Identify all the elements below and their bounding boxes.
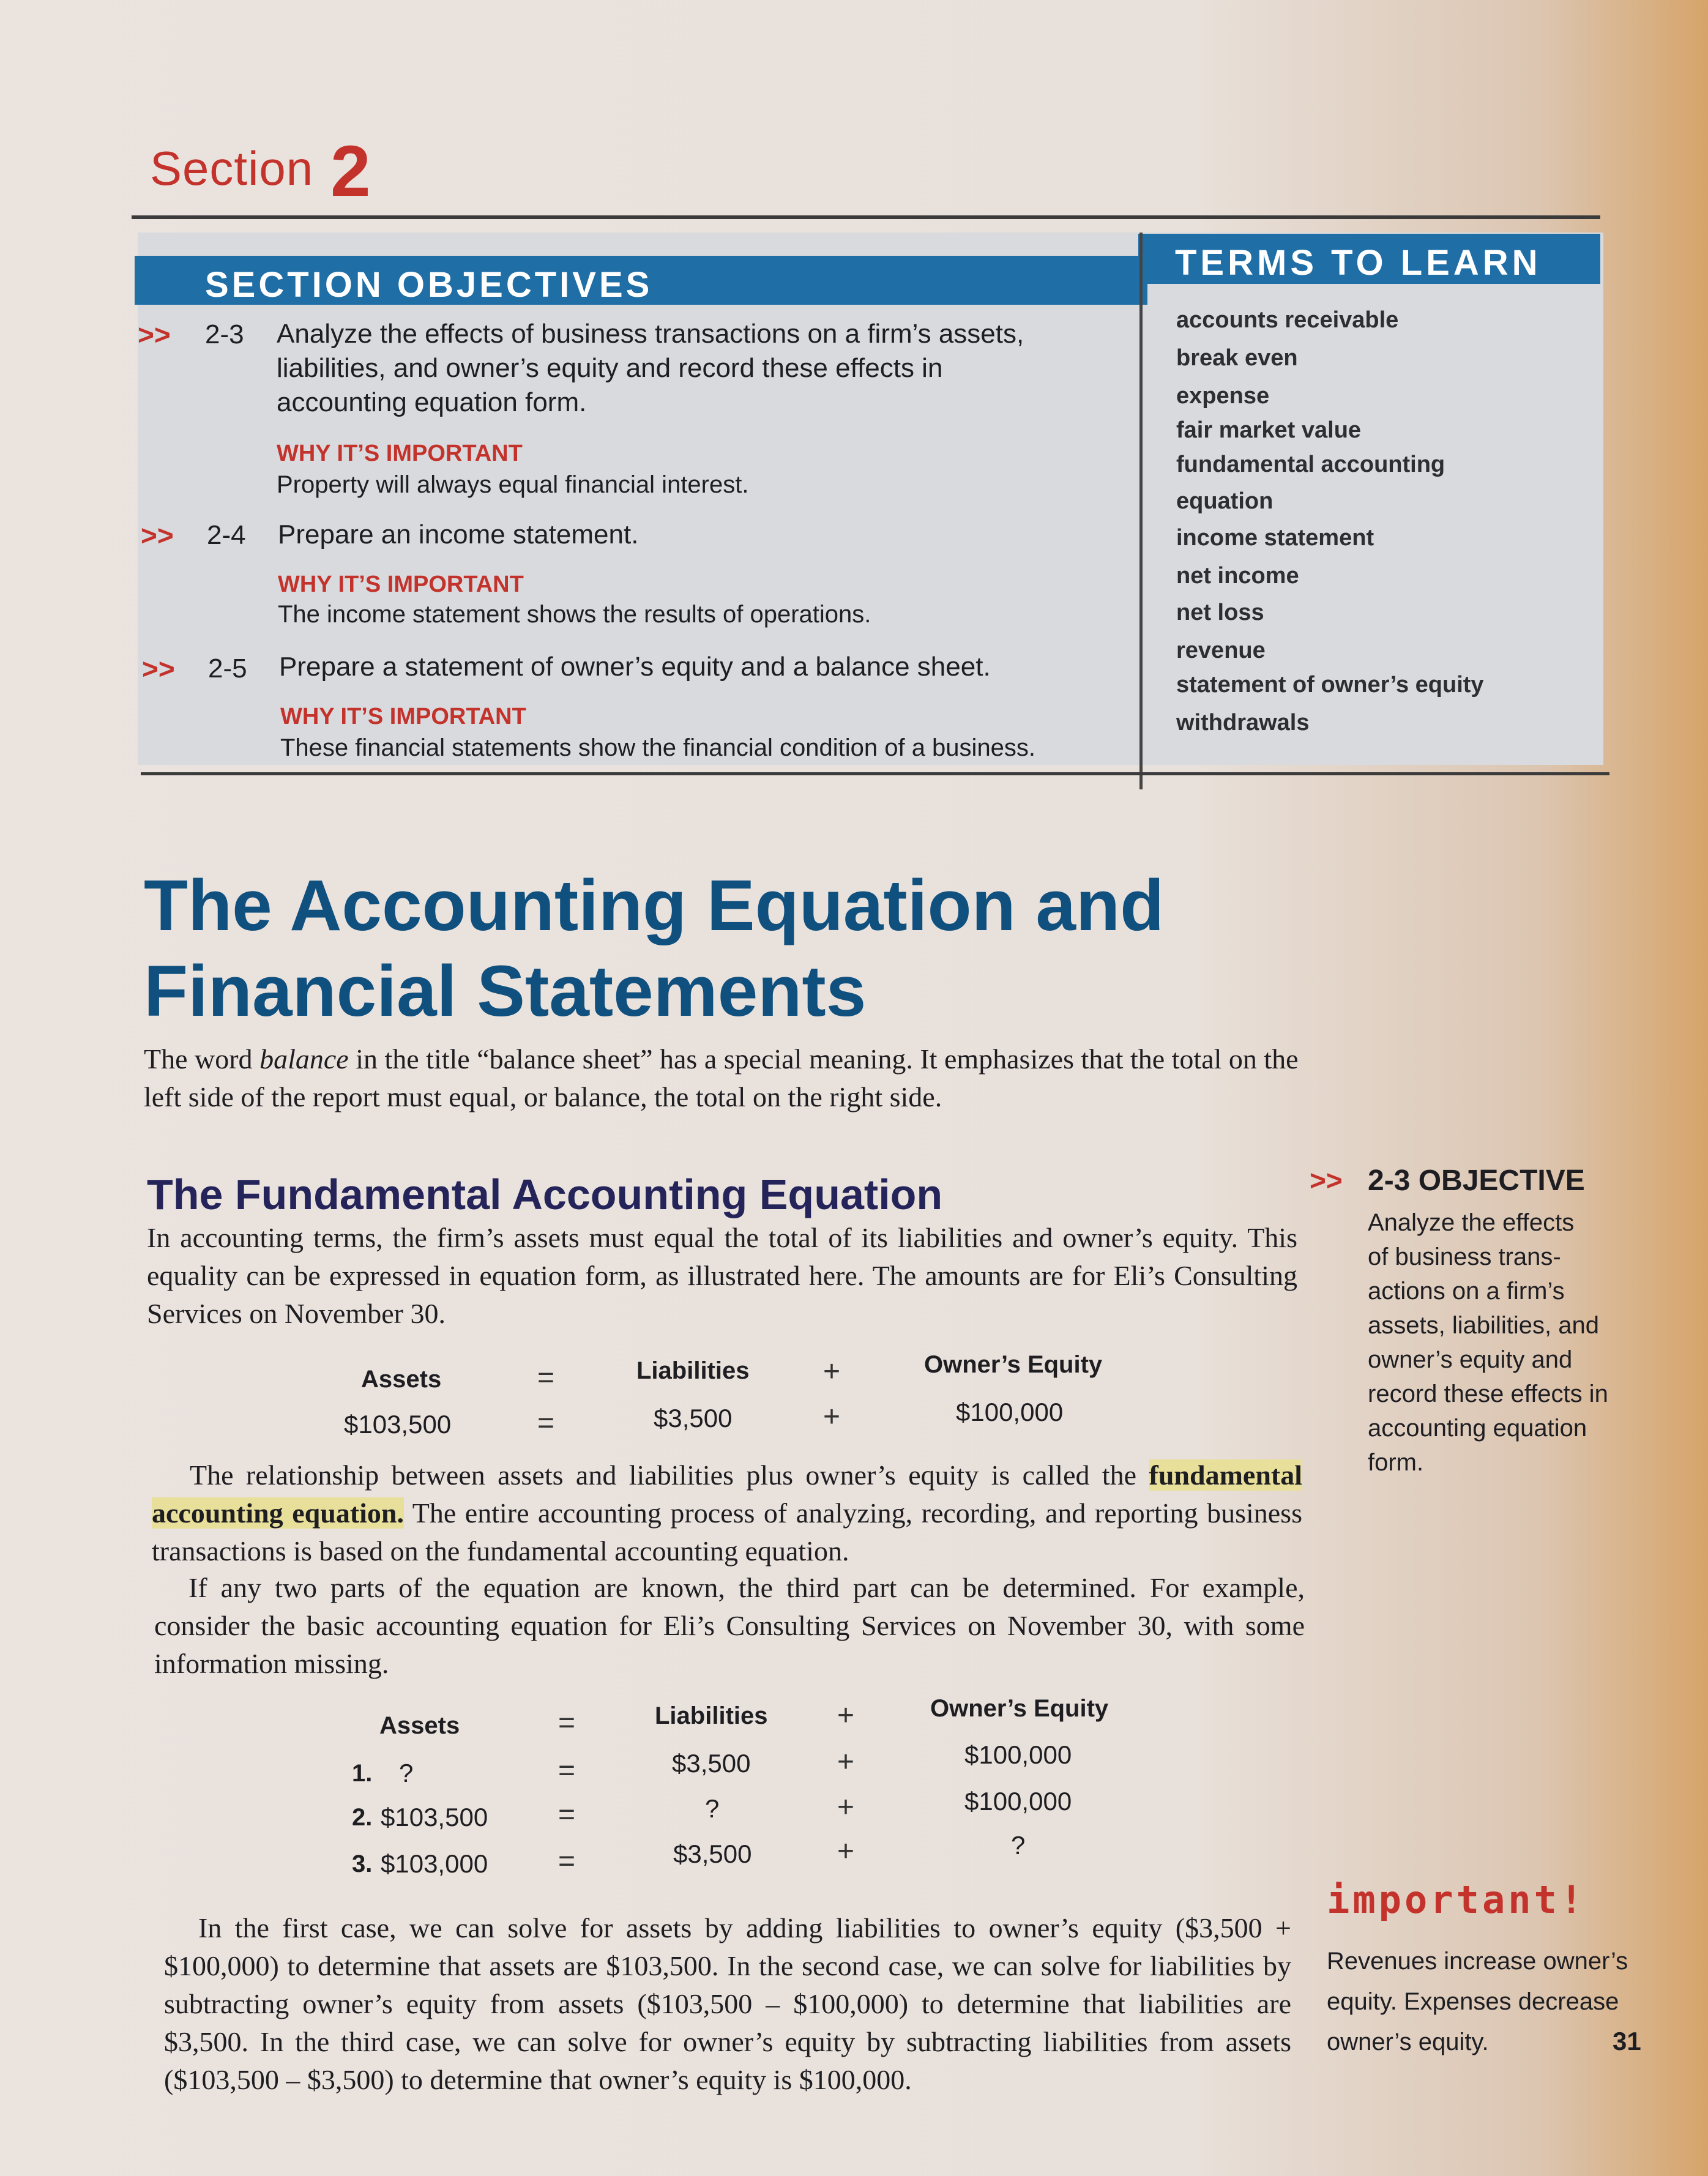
equation-header-assets: Assets [379,1712,460,1739]
equation-operator: = [558,1845,576,1877]
term-item: equation [1176,488,1274,514]
equation-value: $3,500 [673,1839,752,1868]
panel-divider [1139,233,1143,789]
term-item: break even [1176,345,1298,371]
objective-text: Prepare an income statement. [278,520,639,550]
equation-operator: + [823,1355,841,1388]
equation-operator: = [558,1798,576,1831]
equation-value: $3,500 [672,1749,751,1778]
objectives-title: SECTION OBJECTIVES [205,265,653,305]
term-item: withdrawals [1176,710,1310,736]
equation-value: ? [705,1794,720,1823]
equation-operator: = [558,1754,576,1787]
equation-value: $100,000 [956,1398,1064,1426]
equation-header-owners-equity: Owner’s Equity [924,1351,1103,1378]
equation-value: $103,500 [344,1410,452,1439]
objective-text: Prepare a statement of owner’s equity and a balance sheet. [279,652,991,682]
objective-text: Analyze the effects of business transactions on a firm’s assets, liabilities, and owner’s equity and record these effects in accounting equation form. [277,319,1024,417]
body-paragraph: In the first case, we can solve for assets by adding liabilities to owner’s equity ($3,500 + $100,000) to determine that assets are $103,500. In the second case, we can solve for liabilities by subtracting owner’s equity from assets ($103,500 – $100,000) to determine that liabilities are $3,500. In the third case, we can solve for owner’s equity by subtracting liabilities from assets ($103,500 – $3,500) to determine that owner’s equity is $100,000. [164,1912,1291,2095]
term-item: fair market value [1176,417,1362,443]
equation-operator: = [537,1362,555,1394]
equation-value: $100,000 [964,1740,1072,1769]
panel-bottom-rule [141,772,1609,775]
term-item: fundamental accounting [1176,452,1445,477]
why-important-label: WHY IT’S IMPORTANT [280,704,526,729]
important-text: Revenues increase owner’s equity. Expenses decrease owner’s equity. [1327,1948,1628,2055]
equation-operator: + [837,1746,855,1778]
top-rule [132,215,1600,219]
equation-header-owners-equity: Owner’s Equity [930,1695,1109,1722]
why-important-label: WHY IT’S IMPORTANT [278,572,524,597]
body-paragraph: In accounting terms, the firm’s assets must equal the total of its liabilities and owner’s equity. This equality can be expressed in equation form, as illustrated here. The amounts are for Eli’s Consulting Services on November 30. [147,1222,1297,1329]
chapter-title: The Accounting Equation and Financial Statements [144,865,1165,1032]
objective-number: 2-3 [205,319,244,349]
term-item: expense [1176,383,1270,409]
term-item: net loss [1176,600,1264,625]
why-important-text: These financial statements show the financial condition of a business. [280,734,1036,761]
case-number: 2. [352,1804,373,1831]
objective-arrow: >> [141,520,174,551]
equation-value: $103,000 [381,1849,488,1878]
why-important-text: Property will always equal financial interest. [277,471,749,498]
equation-operator: + [837,1835,855,1868]
margin-objective-text: Analyze the effects of business trans- actions on a firm’s assets, liabilities, and owner’s equity and record these effects in accounting equation form. [1368,1209,1608,1476]
section-heading: The Fundamental Accounting Equation [147,1171,943,1218]
objective-arrow: >> [142,653,175,685]
section-number: 2 [330,131,371,212]
equation-header-liabilities: Liabilities [655,1702,768,1729]
equation-value: ? [399,1759,414,1787]
term-item: net income [1176,563,1299,589]
body-paragraph: If any two parts of the equation are known, the third part can be determined. For example, consider the basic accounting equation for Eli’s Consulting Services on November 30, with some information missing. [154,1572,1305,1679]
equation-operator: = [558,1707,576,1739]
equation-value: ? [1011,1831,1026,1860]
equation-operator: + [823,1401,841,1433]
why-important-text: The income statement shows the results of operations. [278,601,871,628]
equation-operator: + [837,1699,855,1732]
term-item: statement of owner’s equity [1176,672,1484,698]
margin-objective-heading: 2-3 OBJECTIVE [1368,1164,1585,1197]
body-paragraph: The relationship between assets and liabilities plus owner’s equity is called the fundamental accounting equation. The entire accounting process of analyzing, recording, and reporting business transactions is based on the fundamental accounting equation. [152,1459,1302,1567]
equation-operator: + [837,1791,855,1824]
objective-arrow: >> [138,319,171,351]
objective-number: 2-5 [208,654,247,684]
equation-value: $103,500 [381,1803,488,1831]
intro-paragraph: The word balance in the title “balance sheet” has a special meaning. It emphasizes that the total on the left side of the report must equal, or balance, the total on the right side. [144,1043,1299,1112]
term-item: income statement [1176,525,1374,551]
objective-number: 2-4 [207,520,246,550]
equation-value: $3,500 [654,1404,733,1433]
important-heading: important! [1327,1877,1586,1922]
equation-header-assets: Assets [361,1366,442,1393]
case-number: 1. [352,1760,373,1787]
term-item: revenue [1176,638,1266,663]
margin-objective-arrow: >> [1310,1164,1343,1196]
equation-header-liabilities: Liabilities [636,1357,750,1384]
page-number: 31 [1613,2027,1641,2055]
case-number: 3. [352,1850,373,1877]
terms-title: TERMS TO LEARN [1175,243,1542,283]
equation-value: $100,000 [964,1787,1072,1816]
equation-operator: = [537,1407,555,1439]
why-important-label: WHY IT’S IMPORTANT [277,441,523,466]
term-item: accounts receivable [1176,307,1399,333]
section-label: Section [150,141,314,195]
